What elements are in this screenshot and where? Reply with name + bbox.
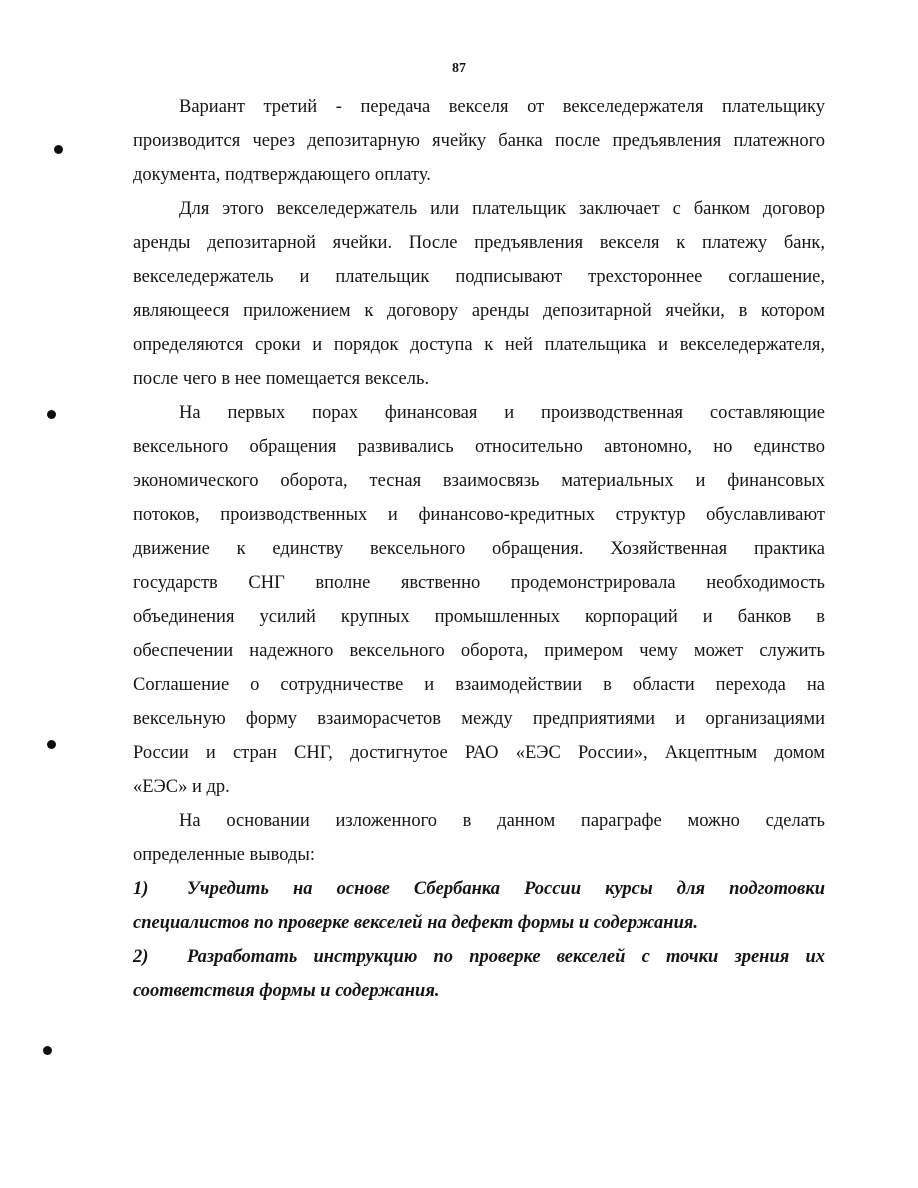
text-line: вексельного обращения развивались относительно автономно, но единство: [133, 437, 825, 457]
text-line: документа, подтверждающего оплату.: [133, 165, 431, 185]
text-line: движение к единству вексельного обращения. Хозяйственная практика: [133, 539, 825, 559]
text-line: объединения усилий крупных промышленных корпораций и банков в: [133, 607, 825, 627]
text-line: вексельную форму взаиморасчетов между предприятиями и организациями: [133, 709, 825, 729]
text-line: Вариант третий - передача векселя от векселедержателя плательщику: [179, 97, 825, 117]
text-line: определенные выводы:: [133, 845, 315, 865]
binder-hole-mark: [43, 1046, 52, 1055]
text-line: Соглашение о сотрудничестве и взаимодействии в области перехода на: [133, 675, 825, 695]
text-line: соответствия формы и содержания.: [133, 981, 440, 1001]
text-line: специалистов по проверке векселей на дефект формы и содержания.: [133, 913, 699, 933]
text-line: являющееся приложением к договору аренды депозитарной ячейки, в котором: [133, 301, 825, 321]
text-line: государств СНГ вполне явственно продемонстрировала необходимость: [133, 573, 825, 593]
conclusion-number: 1): [133, 879, 149, 899]
text-line: экономического оборота, тесная взаимосвязь материальных и финансовых: [133, 471, 825, 491]
text-line: обеспечении надежного вексельного оборота, примером чему может служить: [133, 641, 825, 661]
text-line: определяются сроки и порядок доступа к ней плательщика и векселедержателя,: [133, 335, 825, 355]
page-number: 87: [452, 61, 466, 76]
text-line: Для этого векселедержатель или плательщик заключает с банком договор: [179, 199, 825, 219]
text-line: производится через депозитарную ячейку банка после предъявления платежного: [133, 131, 825, 151]
text-line: аренды депозитарной ячейки. После предъявления векселя к платежу банк,: [133, 233, 825, 253]
text-line: после чего в нее помещается вексель.: [133, 369, 430, 389]
text-line: векселедержатель и плательщик подписывают трехстороннее соглашение,: [133, 267, 825, 287]
text-line: На основании изложенного в данном параграфе можно сделать: [179, 811, 825, 831]
text-line: Разработать инструкцию по проверке векселей с точки зрения их: [187, 947, 825, 967]
text-line: На первых порах финансовая и производственная составляющие: [179, 403, 825, 423]
conclusion-number: 2): [133, 947, 149, 967]
text-line: России и стран СНГ, достигнутое РАО «ЕЭС России», Акцептным домом: [133, 743, 825, 763]
text-line: «ЕЭС» и др.: [133, 777, 230, 797]
binder-hole-mark: [47, 740, 56, 749]
text-line: потоков, производственных и финансово-кредитных структур обуславливают: [133, 505, 825, 525]
binder-hole-mark: [54, 145, 63, 154]
binder-hole-mark: [47, 410, 56, 419]
text-line: Учредить на основе Сбербанка России курсы для подготовки: [187, 879, 825, 899]
